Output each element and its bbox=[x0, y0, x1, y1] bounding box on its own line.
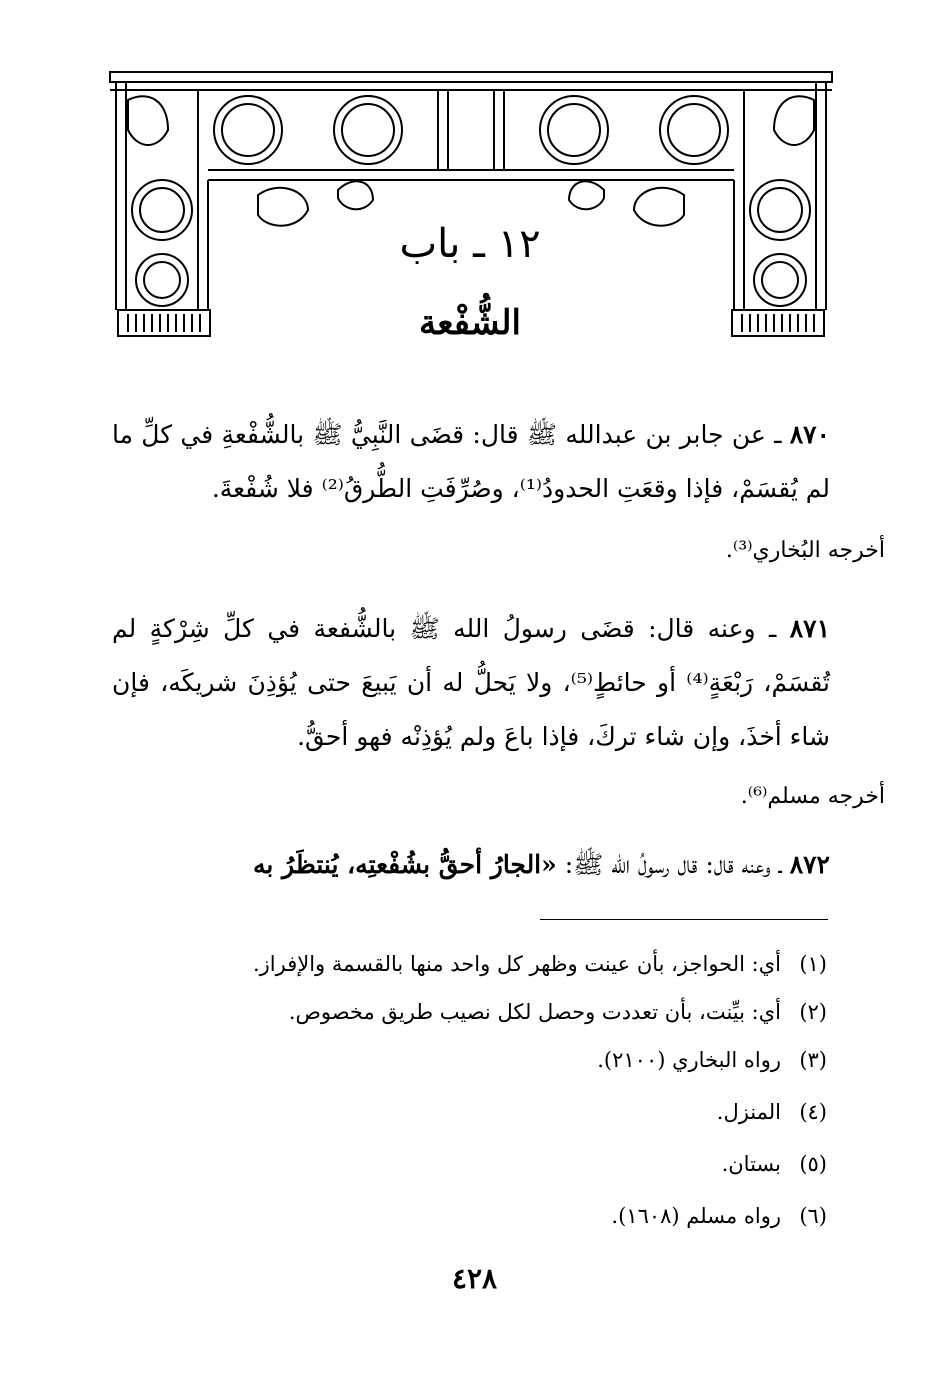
hadith-text: ـ وعنه قال: قال رسولُ الله ﷺ: bbox=[556, 850, 782, 879]
footnote-3 bbox=[207, 1046, 827, 1074]
footnote-1 bbox=[207, 950, 827, 978]
footnote-text: أي: بيِّنت، بأن تعددت وحصل لكل نصيب طريق مخصوص. bbox=[288, 1000, 781, 1024]
hadith-871 bbox=[112, 602, 830, 764]
hadith-quote: «الجارُ أحقُّ بشُفْعتِه، يُنتظَرُ به bbox=[252, 850, 557, 879]
footnote-text: أي: الحواجز، بأن عينت وظهر كل واحد منها بالقسمة والإفراز. bbox=[252, 952, 781, 976]
footnote-mark: (٦) bbox=[799, 1204, 827, 1228]
hadith-number: ٨٧٢ bbox=[789, 850, 830, 879]
hadith-871-source: أخرجه مسلم⁽⁶⁾. bbox=[740, 784, 885, 809]
footnote-mark: (٢) bbox=[799, 1000, 827, 1024]
footnote-mark: (٣) bbox=[799, 1048, 827, 1072]
footnote-4 bbox=[207, 1098, 827, 1126]
footnote-text: رواه مسلم (١٦٠٨). bbox=[611, 1204, 781, 1228]
footnote-mark: (١) bbox=[799, 952, 827, 976]
footnote-mark: (٥) bbox=[799, 1152, 827, 1176]
hadith-number: ٨٧٠ bbox=[789, 420, 830, 449]
hadith-text: ـ وعنه قال: قضَى رسولُ الله ﷺ بالشُّفعة في كلِّ شِرْكةٍ لم تُقسَمْ، رَبْعَةٍ⁽⁴⁾ أو حائطٍ⁽⁵⁾، ولا يَحلُّ له أن يَبيعَ حتى يُؤذِنَ شريكَه، فإن شاء أخذَ، وإن شاء تركَ، فإذا باعَ ولم يُؤذِنْه فهو أحقُّ. bbox=[112, 614, 831, 751]
footnote-5 bbox=[207, 1150, 827, 1178]
footnote-text: المنزل. bbox=[716, 1100, 781, 1124]
footnote-text: بستان. bbox=[721, 1152, 781, 1176]
footnote-mark: (٤) bbox=[799, 1100, 827, 1124]
hadith-text: ـ عن جابر بن عبدالله ﷺ قال: قضَى النَّبِيُّ ﷺ بالشُّفْعةِ في كلِّ ما لم يُقسَمْ، فإذا وقعَتِ الحدودُ⁽¹⁾، وصُرِّفَتِ الطُّرقُ⁽²⁾ فلا شُفْعةَ. bbox=[112, 420, 830, 503]
footnote-text: رواه البخاري (٢١٠٠). bbox=[597, 1048, 781, 1072]
chapter-title: الشُّفْعة bbox=[419, 303, 521, 343]
hadith-870-source: أخرجه البُخاري⁽³⁾. bbox=[725, 538, 885, 563]
hadith-number: ٨٧١ bbox=[789, 614, 831, 643]
hadith-870 bbox=[112, 408, 830, 516]
footnote-6 bbox=[207, 1202, 827, 1230]
page-number: ٤٢٨ bbox=[451, 1262, 498, 1295]
bab-heading: ١٢ ـ باب bbox=[399, 221, 541, 267]
footnote-divider bbox=[540, 919, 828, 920]
hadith-872 bbox=[112, 838, 830, 892]
footnote-2 bbox=[207, 998, 827, 1026]
